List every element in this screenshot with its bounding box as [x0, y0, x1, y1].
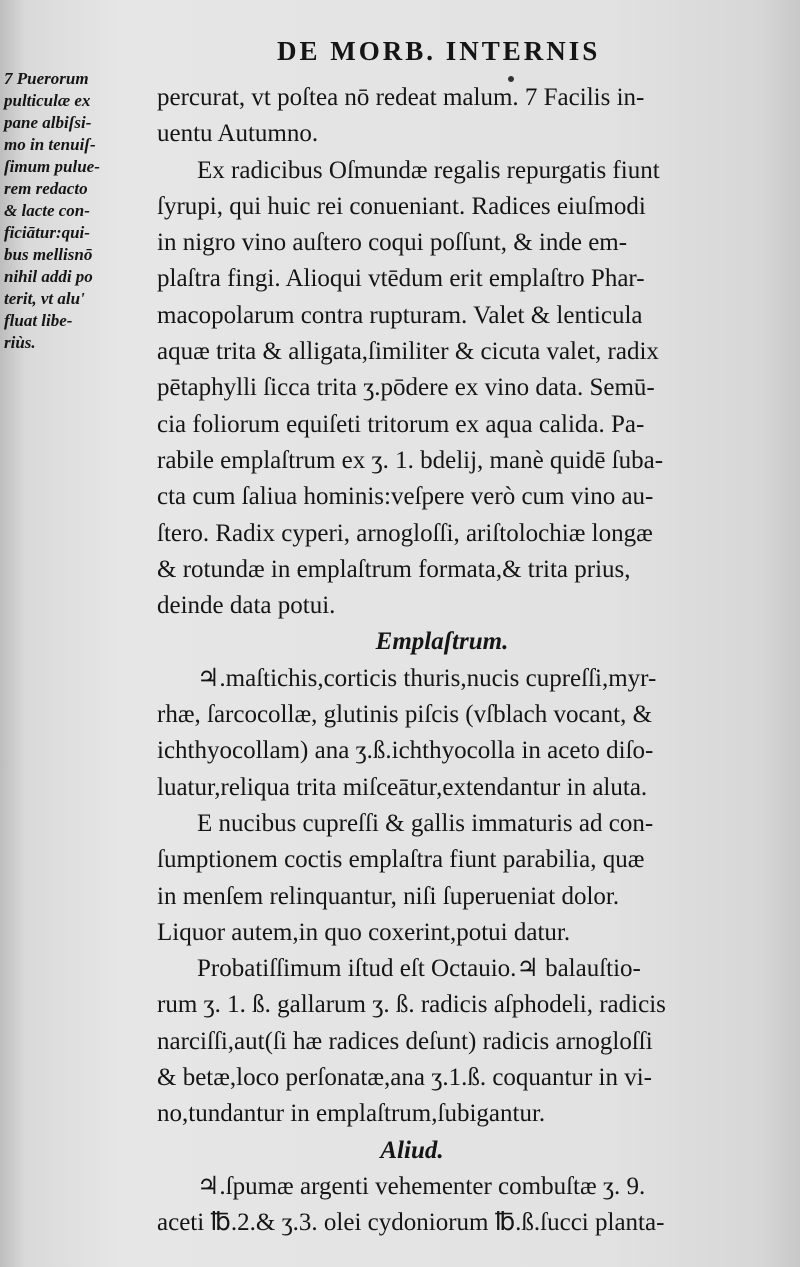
margin-note-line: & lacte con-: [4, 201, 90, 220]
text-line: aceti ℔.2.& ʒ.3. olei cydoniorum ℔.ß.ſucci planta-: [157, 1209, 665, 1237]
text-line: deinde data potui.: [157, 592, 336, 620]
margin-note-line: pane albiſsi-: [4, 113, 92, 132]
margin-note-line: mo in tenuiſ-: [4, 135, 96, 154]
text-line: percurat, vt poſtea nō redeat malum. 7 Facilis in-: [157, 84, 645, 111]
margin-note-line: fluat libe-: [4, 311, 73, 330]
text-line: in nigro vino auſtero coqui poſſunt, & inde em-: [157, 229, 628, 257]
text-line: ♃.maſtichis,corticis thuris,nucis cupreſſi,myr-: [197, 664, 657, 692]
text-line: & betæ,loco perſonatæ,ana ʒ.1.ß. coquantur in vi-: [157, 1064, 653, 1092]
margin-note-line: ficiātur:qui-: [4, 223, 90, 242]
text-line: plaſtra fingi. Alioqui vtēdum erit emplaſtro Phar-: [157, 265, 645, 293]
ink-spot: [508, 76, 514, 82]
section-heading: Aliud.: [380, 1136, 444, 1164]
text-line: no,tundantur in emplaſtrum,ſubigantur.: [157, 1100, 546, 1128]
text-line: macopolarum contra rupturam. Valet & lenticula: [157, 301, 643, 329]
text-line: rabile emplaſtrum ex ʒ. 1. bdelij, manè quidē ſuba-: [157, 446, 664, 474]
text-line: Probatiſſimum iſtud eſt Octauio.♃ balauſtio-: [197, 955, 641, 983]
text-line: cia foliorum equiſeti tritorum ex aqua calida. Pa-: [157, 410, 645, 438]
margin-note-line: pulticulæ ex: [4, 91, 91, 110]
margin-note-line: 7 Puerorum: [4, 69, 89, 88]
text-line: cta cum ſaliua hominis:veſpere verò cum vino au-: [157, 483, 654, 511]
text-line: pētaphylli ſicca trita ʒ.pōdere ex vino data. Semū-: [157, 374, 655, 402]
margin-note-line: riùs.: [4, 333, 36, 352]
text-line: E nucibus cupreſſi & gallis immaturis ad con-: [197, 809, 654, 837]
text-line: rum ʒ. 1. ß. gallarum ʒ. ß. radicis aſphodeli, radicis: [157, 991, 666, 1019]
margin-note-line: rem redacto: [4, 179, 88, 198]
text-line: Liquor autem,in quo coxerint,potui datur.: [157, 918, 571, 946]
margin-note-line: bus mellisnō: [4, 245, 93, 264]
text-line: ſumptionem coctis emplaſtra fiunt parabilia, quæ: [157, 846, 645, 874]
text-line: in menſem relinquantur, niſi ſuperueniat dolor.: [157, 882, 620, 910]
text-line: ſyrupi, qui huic rei conueniant. Radices eiuſmodi: [157, 192, 646, 220]
text-line: rhæ, ſarcocollæ, glutinis piſcis (vſblach vocant, &: [157, 701, 653, 729]
running-head: DE MORB. INTERNIS: [277, 36, 601, 66]
text-line: aquæ trita & alligata,ſimiliter & cicuta valet, radix: [157, 338, 659, 366]
text-line: & rotundæ in emplaſtrum formata,& trita prius,: [157, 555, 631, 583]
text-line: ichthyocollam) ana ʒ.ß.ichthyocolla in aceto diſo-: [157, 737, 654, 765]
margin-note-line: terit, vt alu': [4, 289, 85, 308]
text-line: narciſſi,aut(ſi hæ radices deſunt) radicis arnogloſſi: [157, 1027, 653, 1055]
text-line: ♃.ſpumæ argenti vehementer combuſtæ ʒ. 9.: [197, 1172, 646, 1200]
margin-note-line: nihil addi po: [4, 267, 93, 286]
section-heading: Emplaſtrum.: [375, 628, 509, 656]
text-line: uentu Autumno.: [157, 120, 319, 148]
text-line: luatur,reliqua trita miſceātur,extendantur in aluta.: [157, 773, 648, 801]
main-text: [157, 80, 737, 1242]
text-line: Ex radicibus Oſmundæ regalis repurgatis fiunt: [197, 156, 660, 184]
margin-note-line: ſimum pulue-: [4, 157, 100, 176]
text-line: ſtero. Radix cyperi, arnogloſſi, ariſtolochiæ longæ: [157, 519, 653, 547]
margin-note: [4, 68, 154, 354]
